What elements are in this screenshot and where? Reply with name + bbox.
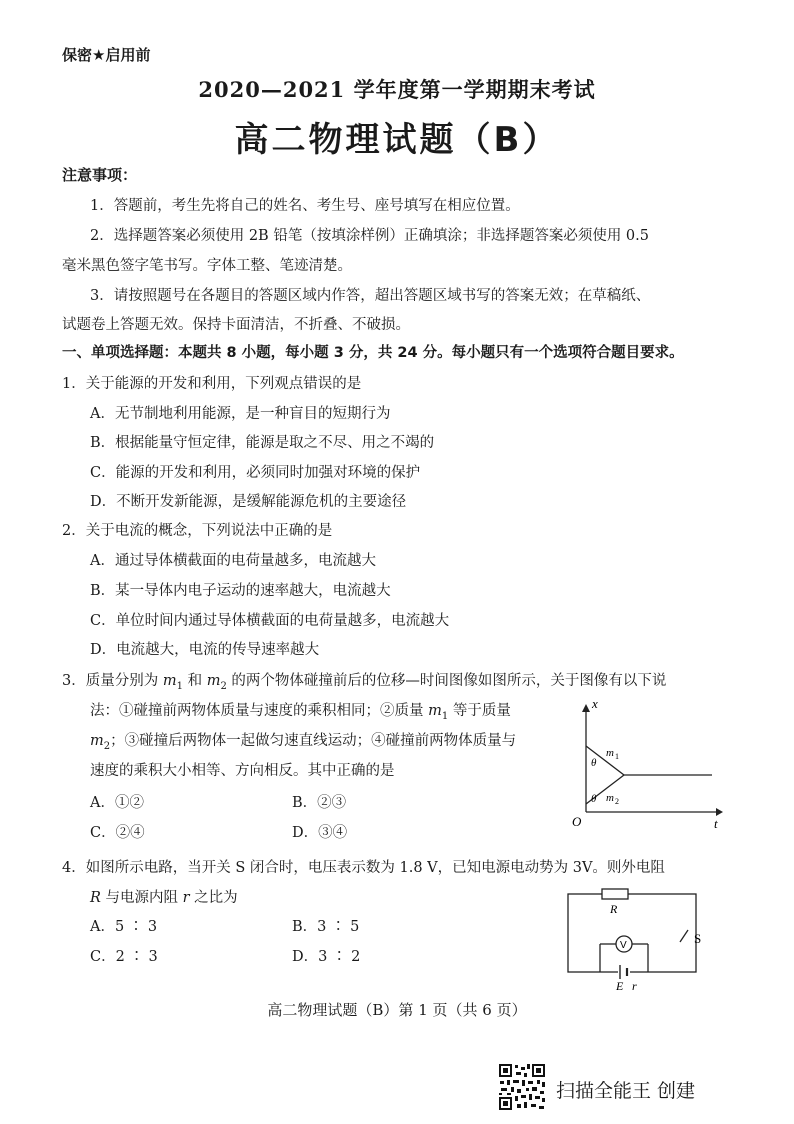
q3-stem-p2: 和 [182,673,207,689]
q3-stem-line2 [90,699,511,722]
q4-option-b: B．3 ∶ 5 [292,919,360,935]
q4-option-d: D．3 ∶ 2 [292,949,361,965]
circuit-E-label: E [616,979,624,992]
q3-option-b: B．②③ [292,795,347,811]
t-axis-label: t [714,816,718,830]
scanner-watermark-text: 扫描全能王 创建 [556,1080,696,1102]
notice-item-2-cont: 毫米黑色签字笔书写。字体工整、笔迹清楚。 [62,258,352,274]
q1-stem: 1．关于能源的开发和利用，下列观点错误的是 [62,376,362,392]
q2-option-a: A．通过导体横截面的电荷量越多，电流越大 [90,553,376,569]
q3-xt-graph [566,700,726,830]
circuit-outline [568,894,696,972]
q3-stem-line4: 速度的乘积大小相等、方向相反。其中正确的是 [90,763,395,779]
q3-option-c: C．②④ [90,825,145,841]
q3-line2-p2: 等于质量 [448,703,511,719]
paper-title: 高二物理试题（B） [234,120,560,160]
notice-item-2: 2．选择题答案必须使用 2B 铅笔（按填涂样例）正确填涂；非选择题答案必须使用 0.5 [90,228,649,244]
voltmeter-label: V [620,940,627,951]
q2-option-d: D．电流越大，电流的传导速率越大 [90,642,320,658]
t-axis-arrow [716,808,723,816]
q1-option-c: C．能源的开发和利用，必须同时加强对环境的保护 [90,465,421,481]
theta-top-label: θ [591,757,597,769]
circuit-r-label: r [632,979,637,992]
m2-label-sub: 2 [615,797,619,806]
q1-option-b: B．根据能量守恒定律，能源是取之不尽、用之不竭的 [90,435,435,451]
q3-line2-p1: 法：①碰撞前两物体质量与速度的乘积相同；②质量 [90,703,429,719]
q1-option-d: D．不断开发新能源，是缓解能源危机的主要途径 [90,494,407,510]
notice-item-3: 3．请按照题号在各题目的答题区域内作答，超出答题区域书写的答案无效；在草稿纸、 [90,288,651,304]
circuit-S-label: S [694,931,702,946]
q4-option-a: A．5 ∶ 3 [90,919,158,935]
circuit-R-label: R [610,902,618,916]
q1-option-a: A．无节制地利用能源，是一种盲目的短期行为 [90,406,391,422]
q3-stem-p1: 3．质量分别为 [62,673,163,689]
x-axis-arrow [582,704,590,712]
exam-title: 2020—2021 学年度第一学期期末考试 [198,77,596,102]
m2-label: m [606,792,614,804]
origin-label: O [572,814,582,829]
q4-line2-mid: 与电源内阻 [100,890,183,906]
q2-option-c: C．单位时间内通过导体横截面的电荷量越多，电流越大 [90,613,450,629]
q3-m1-sub: 1 [176,680,183,692]
m1-label: m [606,747,614,759]
q4-stem-line1: 4．如图所示电路，当开关 S 闭合时，电压表示数为 1.8 V，已知电源电动势为 3V。则外电阻 [62,860,665,876]
q4-option-c: C．2 ∶ 3 [90,949,158,965]
q4-R: R [90,890,101,906]
notice-item-3-cont: 试题卷上答题无效。保持卡面清洁，不折叠、不破损。 [62,317,410,333]
q3-option-d: D．③④ [292,825,348,841]
q3-line3-m2-sub: 2 [103,740,111,752]
q4-stem-line2 [90,886,238,907]
m1-label-sub: 1 [615,752,619,761]
notice-heading: 注意事项： [62,166,138,184]
q3-stem-line3 [90,729,516,752]
q2-stem: 2．关于电流的概念，下列说法中正确的是 [62,523,333,539]
page-footer: 高二物理试题（B）第 1 页（共 6 页） [267,1001,527,1019]
q3-m1: m [162,673,177,689]
notice-item-1: 1．答题前，考生先将自己的姓名、考生号、座号填写在相应位置。 [90,198,520,214]
q3-line2-m1-sub: 1 [441,710,449,722]
q3-stem-line1 [62,669,666,692]
q2-option-b: B．某一导体内电子运动的速率越大，电流越大 [90,583,391,599]
q3-option-a: A．①② [90,795,144,811]
q4-line2-end: 之比为 [189,890,238,906]
q4-circuit-diagram [560,882,710,992]
q3-m2: m [206,673,221,689]
q3-stem-p3: 的两个物体碰撞前后的位移—时间图像如图所示，关于图像有以下说 [226,673,667,689]
theta-bottom-label: θ [591,793,597,805]
q3-line2-m1: m [428,703,442,719]
x-axis-label: x [592,700,598,711]
q4-r: r [182,890,190,906]
q3-m2-sub: 2 [220,680,227,692]
confidential-label: 保密★启用前 [62,46,151,64]
q3-line3-p2: ；③碰撞后两物体一起做匀速直线运动；④碰撞前两物体质量与 [110,733,517,749]
section-heading: 一、单项选择题：本题共 8 小题，每小题 3 分，共 24 分。每小题只有一个选项符合题目要求。 [62,345,684,361]
qr-code-icon [498,1063,546,1111]
resistor-symbol [602,889,628,899]
q3-line3-m2: m [90,733,104,749]
